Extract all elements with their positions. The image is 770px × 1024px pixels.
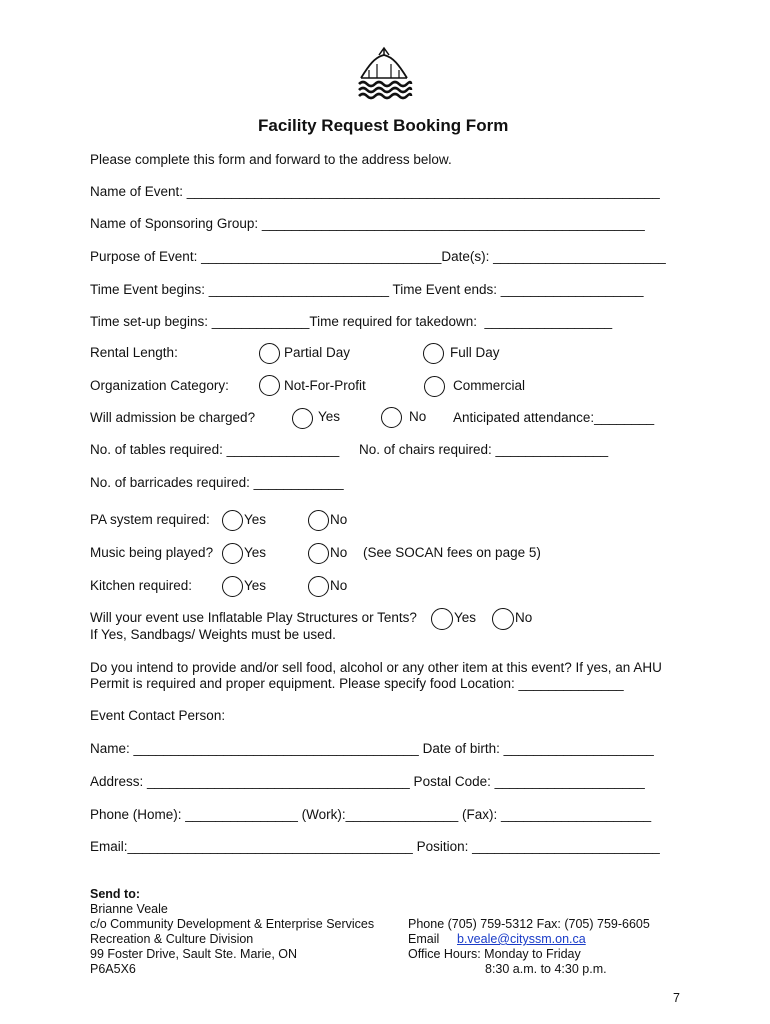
send-to-line: 99 Foster Drive, Sault Ste. Marie, ON (90, 947, 298, 961)
inflatable-yes-label: Yes (454, 610, 477, 625)
pa-yes-radio[interactable] (222, 510, 243, 531)
contact-email-field[interactable]: Email:______________________________________ Position: _________________________ (90, 839, 660, 854)
music-no-label: No (330, 545, 348, 560)
send-to-line: Brianne Veale (90, 902, 168, 916)
time-begins-field[interactable]: Time Event begins: ________________________ Time Event ends: ___________________ (90, 282, 644, 297)
music-label: Music being played? (90, 545, 214, 560)
kitchen-yes-radio[interactable] (222, 576, 243, 597)
contact-person-heading: Event Contact Person: (90, 708, 226, 723)
attendance-field[interactable]: Anticipated attendance:________ (453, 410, 655, 425)
inflatable-label: Will your event use Inflatable Play Structures or Tents? (90, 610, 417, 625)
page-number: 7 (673, 991, 680, 1005)
full-day-radio[interactable] (423, 343, 444, 364)
inflatable-no-radio[interactable] (492, 608, 514, 630)
purpose-date-field[interactable]: Purpose of Event: ________________________________Date(s): _______________________ (90, 249, 666, 264)
admission-no-label: No (409, 409, 427, 424)
office-hours-text: Office Hours: Monday to Friday (408, 947, 581, 961)
kitchen-no-label: No (330, 578, 348, 593)
not-for-profit-label: Not-For-Profit (284, 378, 366, 393)
phone-fax-text: Phone (705) 759-5312 Fax: (705) 759-6605 (408, 917, 650, 931)
socan-note: (See SOCAN fees on page 5) (363, 545, 541, 560)
pa-system-label: PA system required: (90, 512, 210, 527)
pa-yes-label: Yes (244, 512, 267, 527)
admission-yes-radio[interactable] (292, 408, 313, 429)
inflatable-yes-radio[interactable] (431, 608, 453, 630)
not-for-profit-radio[interactable] (259, 375, 280, 396)
tables-field[interactable]: No. of tables required: _______________ (90, 442, 340, 457)
page-title: Facility Request Booking Form (258, 116, 509, 135)
org-category-label: Organization Category: (90, 378, 229, 393)
send-to-line: c/o Community Development & Enterprise Services (90, 917, 375, 931)
admission-no-radio[interactable] (381, 407, 402, 428)
email-link[interactable]: b.veale@cityssm.on.ca (457, 932, 586, 946)
rental-length-label: Rental Length: (90, 345, 178, 360)
sandbags-note: If Yes, Sandbags/ Weights must be used. (90, 627, 336, 642)
music-yes-label: Yes (244, 545, 267, 560)
hours-text: 8:30 a.m. to 4:30 p.m. (485, 962, 607, 976)
barricades-field[interactable]: No. of barricades required: ____________ (90, 475, 344, 490)
name-of-event-field[interactable]: Name of Event: _______________________________________________________________ (90, 184, 660, 199)
food-location-field[interactable]: Permit is required and proper equipment. Please specify food Location: ______________ (90, 676, 624, 691)
tent-on-water-logo-icon (355, 45, 415, 103)
full-day-label: Full Day (450, 345, 500, 360)
kitchen-yes-label: Yes (244, 578, 267, 593)
kitchen-label: Kitchen required: (90, 578, 193, 593)
kitchen-no-radio[interactable] (308, 576, 329, 597)
food-question-line-1: Do you intend to provide and/or sell food, alcohol or any other item at this event? If yes, an AHU (90, 660, 662, 675)
intro-text: Please complete this form and forward to the address below. (90, 152, 452, 167)
commercial-label: Commercial (453, 378, 526, 393)
music-yes-radio[interactable] (222, 543, 243, 564)
email-label: Email (408, 932, 440, 946)
inflatable-no-label: No (515, 610, 533, 625)
chairs-field[interactable]: No. of chairs required: _______________ (359, 442, 609, 457)
send-to-heading: Send to: (90, 887, 140, 901)
partial-day-label: Partial Day (284, 345, 351, 360)
contact-phone-field[interactable]: Phone (Home): _______________ (Work):_______________ (Fax): ____________________ (90, 807, 652, 822)
setup-takedown-field[interactable]: Time set-up begins: _____________Time required for takedown: _________________ (90, 314, 613, 329)
contact-address-field[interactable]: Address: ___________________________________ Postal Code: ____________________ (90, 774, 645, 789)
sponsoring-group-field[interactable]: Name of Sponsoring Group: ___________________________________________________ (90, 216, 645, 231)
contact-name-field[interactable]: Name: ______________________________________ Date of birth: ____________________ (90, 741, 654, 756)
partial-day-radio[interactable] (259, 343, 280, 364)
send-to-line: Recreation & Culture Division (90, 932, 254, 946)
pa-no-radio[interactable] (308, 510, 329, 531)
pa-no-label: No (330, 512, 348, 527)
admission-label: Will admission be charged? (90, 410, 256, 425)
send-to-line: P6A5X6 (90, 962, 136, 976)
music-no-radio[interactable] (308, 543, 329, 564)
admission-yes-label: Yes (318, 409, 341, 424)
commercial-radio[interactable] (424, 376, 445, 397)
